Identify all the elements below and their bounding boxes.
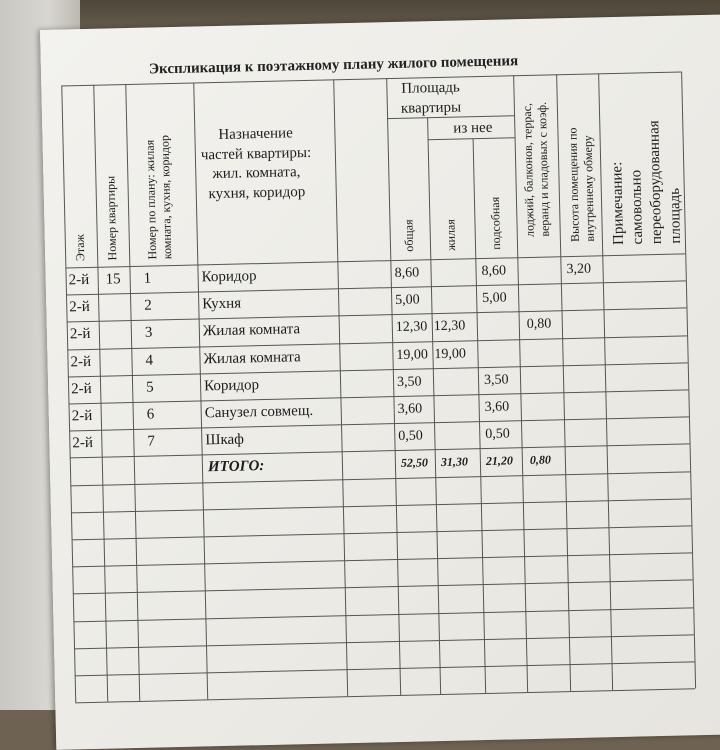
table-row-line: [67, 308, 687, 323]
row-loggia-area: 0,80: [526, 316, 552, 333]
row-room-height: 3,20: [566, 261, 592, 278]
row-room-name: Коридор: [201, 268, 257, 286]
header-living-area: жилая: [443, 219, 459, 251]
row-living-area: 12,30: [433, 318, 466, 335]
row-auxiliary-area: 3,60: [484, 399, 510, 416]
table-row-line: [70, 444, 690, 459]
header-floor: Этаж: [72, 234, 88, 262]
row-plan-number: 2: [144, 297, 152, 314]
table-row-line: [69, 417, 689, 432]
row-room-name: Жилая комната: [202, 321, 301, 340]
row-floor: 2-й: [72, 435, 94, 452]
totals-total-area: 52,50: [400, 455, 429, 471]
row-floor: 2-й: [69, 326, 91, 343]
row-total-area: 0,50: [398, 428, 423, 445]
header-note: Примечание: самовольно переоборудованная площадь: [609, 120, 685, 246]
row-total-area: 8,60: [394, 265, 420, 282]
row-plan-number: 6: [146, 406, 155, 423]
row-floor: 2-й: [70, 380, 92, 398]
row-auxiliary-area: 8,60: [481, 263, 507, 280]
table-row-line: [70, 471, 690, 486]
table-row-line: [72, 553, 692, 568]
row-living-area: 19,00: [434, 346, 467, 362]
row-auxiliary-area: 0,50: [485, 426, 510, 443]
row-plan-number: 5: [145, 379, 154, 396]
row-auxiliary-area: 3,50: [483, 372, 509, 388]
row-floor: 2-й: [71, 407, 93, 425]
row-total-area: 3,50: [396, 374, 422, 390]
header-apartment-number: Номер квартиры: [103, 175, 120, 261]
table-row-line: [72, 525, 692, 540]
row-auxiliary-area: 5,00: [482, 290, 507, 307]
row-floor: 2-й: [68, 271, 90, 289]
header-of-which: из нее: [453, 119, 493, 137]
document-title: Экспликация к поэтажному плану жилого помещения: [148, 53, 519, 78]
document-page: [40, 14, 720, 750]
totals-living-area: 31,30: [440, 454, 469, 470]
row-plan-number: 3: [144, 324, 153, 342]
header-loggia-area: лоджий, балконов, террас, веранд и кладовых с коэф.: [519, 101, 552, 238]
row-floor: 2-й: [70, 353, 92, 370]
table-row-line: [68, 362, 688, 377]
row-total-area: 19,00: [396, 346, 429, 363]
row-floor: 2-й: [69, 299, 91, 316]
explication-table: [40, 14, 720, 750]
table-row-line: [68, 389, 688, 404]
row-total-area: 3,60: [397, 401, 423, 417]
table-row-line: [66, 281, 686, 296]
row-plan-number: 4: [145, 352, 154, 369]
row-room-name: Шкаф: [205, 431, 245, 449]
header-purpose: Назначение частей квартиры: жил. комната, кухня, коридор: [200, 125, 312, 202]
header-total-area: общая: [401, 219, 417, 252]
row-room-name: Кухня: [202, 295, 242, 313]
header-room-height: Высота помещения по внутреннему обмеру: [565, 127, 597, 243]
table-column-line: [427, 117, 441, 694]
header-plan-number: Номер по плану: жилая комната, кухня, коридор: [142, 134, 175, 260]
row-room-name: Санузел совмещ.: [204, 402, 314, 422]
table-row-line: [73, 580, 693, 595]
row-apartment-number: 15: [105, 271, 121, 288]
row-plan-number: 1: [143, 270, 152, 287]
row-total-area: 5,00: [395, 292, 420, 309]
row-room-name: Жилая комната: [203, 348, 301, 367]
totals-auxiliary-area: 21,20: [485, 453, 514, 469]
table-row-line: [75, 661, 695, 676]
table-row-line: [71, 498, 691, 513]
row-room-name: Коридор: [203, 376, 260, 395]
header-auxiliary-area: подсобная: [487, 196, 504, 250]
totals-loggia-area: 0,80: [529, 452, 552, 468]
table-column-line: [333, 79, 348, 696]
table-border-top: [61, 71, 681, 86]
totals-label: ИТОГО:: [207, 458, 265, 476]
table-row-line: [67, 335, 687, 350]
header-area: Площадь квартиры: [400, 79, 462, 117]
row-total-area: 12,30: [395, 319, 428, 336]
table-row-line: [74, 634, 694, 649]
row-plan-number: 7: [147, 433, 156, 450]
table-row-line: [73, 607, 693, 622]
table-row-line: [75, 688, 695, 703]
table-column-line: [125, 84, 140, 701]
